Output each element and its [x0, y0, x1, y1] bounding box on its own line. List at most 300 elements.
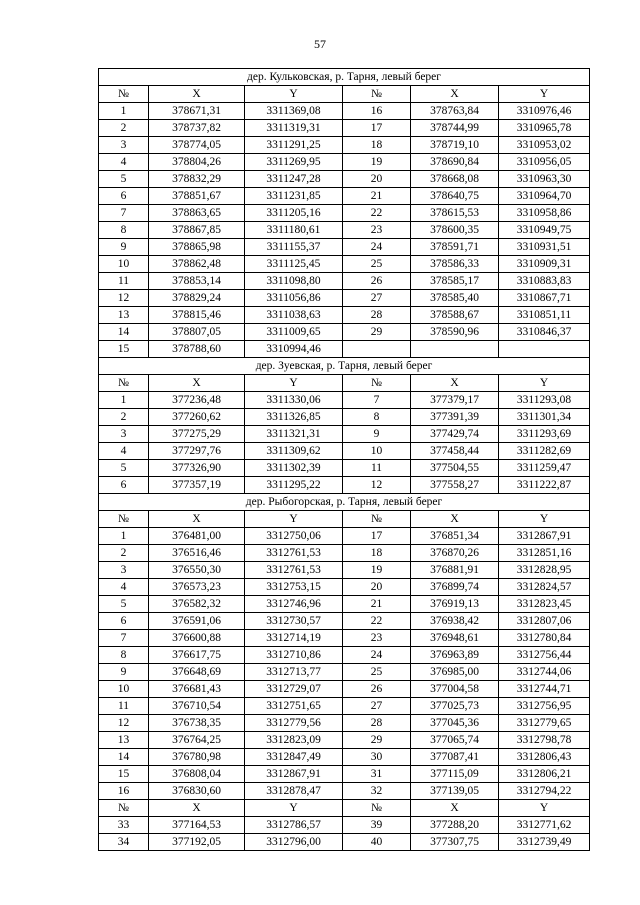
- point-number-cell: 14: [99, 749, 149, 766]
- y-coordinate-cell: 3311231,85: [245, 188, 343, 205]
- x-coordinate-cell: 377391,39: [411, 409, 499, 426]
- point-number-cell: 11: [343, 460, 411, 477]
- y-coordinate-cell: 3311056,86: [245, 290, 343, 307]
- point-number-cell: 22: [343, 613, 411, 630]
- point-number-cell: 12: [343, 477, 411, 494]
- x-coordinate-cell: 376481,00: [149, 528, 245, 545]
- x-coordinate-cell: 376938,42: [411, 613, 499, 630]
- y-coordinate-cell: 3311302,39: [245, 460, 343, 477]
- column-header-x: X: [149, 800, 245, 817]
- table-row: [99, 222, 590, 239]
- column-header-number: №: [343, 800, 411, 817]
- y-coordinate-cell: 3310851,11: [499, 307, 590, 324]
- table-row: [99, 715, 590, 732]
- column-header-number: №: [99, 86, 149, 103]
- point-number-cell: 23: [343, 222, 411, 239]
- x-coordinate-cell: 376985,00: [411, 664, 499, 681]
- x-coordinate-cell: 376764,25: [149, 732, 245, 749]
- x-coordinate-cell: 378671,31: [149, 103, 245, 120]
- x-coordinate-cell: 377275,29: [149, 426, 245, 443]
- table-row: [99, 664, 590, 681]
- y-coordinate-cell: 3311222,87: [499, 477, 590, 494]
- point-number-cell: 1: [99, 392, 149, 409]
- table-row: [99, 103, 590, 120]
- y-coordinate-cell: 3312730,57: [245, 613, 343, 630]
- point-number-cell: 16: [99, 783, 149, 800]
- point-number-cell: 17: [343, 120, 411, 137]
- table-row: [99, 307, 590, 324]
- point-number-cell: 6: [99, 613, 149, 630]
- point-number-cell: 26: [343, 273, 411, 290]
- x-coordinate-cell: [411, 341, 499, 358]
- y-coordinate-cell: 3311098,80: [245, 273, 343, 290]
- y-coordinate-cell: 3312867,91: [499, 528, 590, 545]
- point-number-cell: 5: [99, 460, 149, 477]
- table-row: [99, 137, 590, 154]
- y-coordinate-cell: 3311180,61: [245, 222, 343, 239]
- table-row: [99, 290, 590, 307]
- x-coordinate-cell: 377004,58: [411, 681, 499, 698]
- x-coordinate-cell: 378867,85: [149, 222, 245, 239]
- table-row: [99, 817, 590, 834]
- point-number-cell: 28: [343, 307, 411, 324]
- point-number-cell: 19: [343, 562, 411, 579]
- point-number-cell: 7: [99, 205, 149, 222]
- table-row: [99, 426, 590, 443]
- point-number-cell: 21: [343, 596, 411, 613]
- point-number-cell: 2: [99, 120, 149, 137]
- y-coordinate-cell: 3312867,91: [245, 766, 343, 783]
- y-coordinate-cell: 3312847,49: [245, 749, 343, 766]
- y-coordinate-cell: 3311125,45: [245, 256, 343, 273]
- point-number-cell: 19: [343, 154, 411, 171]
- point-number-cell: 33: [99, 817, 149, 834]
- point-number-cell: 23: [343, 630, 411, 647]
- point-number-cell: 17: [343, 528, 411, 545]
- x-coordinate-cell: 377115,09: [411, 766, 499, 783]
- point-number-cell: 10: [343, 443, 411, 460]
- point-number-cell: 8: [99, 222, 149, 239]
- column-header-x: X: [149, 375, 245, 392]
- point-number-cell: 15: [99, 341, 149, 358]
- y-coordinate-cell: 3312756,95: [499, 698, 590, 715]
- y-coordinate-cell: 3310963,30: [499, 171, 590, 188]
- y-coordinate-cell: 3310846,37: [499, 324, 590, 341]
- point-number-cell: 10: [99, 256, 149, 273]
- x-coordinate-cell: 378719,10: [411, 137, 499, 154]
- y-coordinate-cell: 3311038,63: [245, 307, 343, 324]
- x-coordinate-cell: 378804,26: [149, 154, 245, 171]
- x-coordinate-cell: 378737,82: [149, 120, 245, 137]
- column-header-x: X: [149, 86, 245, 103]
- column-header-y: Y: [245, 86, 343, 103]
- table-row: [99, 647, 590, 664]
- y-coordinate-cell: 3311247,28: [245, 171, 343, 188]
- column-header-y: Y: [499, 375, 590, 392]
- x-coordinate-cell: 377558,27: [411, 477, 499, 494]
- y-coordinate-cell: 3310965,78: [499, 120, 590, 137]
- y-coordinate-cell: 3311293,08: [499, 392, 590, 409]
- y-coordinate-cell: 3310931,51: [499, 239, 590, 256]
- table-row: [99, 171, 590, 188]
- table-row: [99, 783, 590, 800]
- y-coordinate-cell: 3310958,86: [499, 205, 590, 222]
- table-header-row: [99, 375, 590, 392]
- x-coordinate-cell: 378832,29: [149, 171, 245, 188]
- y-coordinate-cell: 3312796,00: [245, 834, 343, 851]
- column-header-number: №: [343, 511, 411, 528]
- point-number-cell: 12: [99, 715, 149, 732]
- y-coordinate-cell: 3312729,07: [245, 681, 343, 698]
- y-coordinate-cell: 3312806,21: [499, 766, 590, 783]
- x-coordinate-cell: 378585,17: [411, 273, 499, 290]
- y-coordinate-cell: 3311259,47: [499, 460, 590, 477]
- x-coordinate-cell: 378668,08: [411, 171, 499, 188]
- y-coordinate-cell: 3310883,83: [499, 273, 590, 290]
- x-coordinate-cell: 377139,05: [411, 783, 499, 800]
- y-coordinate-cell: 3312753,15: [245, 579, 343, 596]
- point-number-cell: 29: [343, 732, 411, 749]
- y-coordinate-cell: 3312750,06: [245, 528, 343, 545]
- x-coordinate-cell: 377288,20: [411, 817, 499, 834]
- table-row: [99, 698, 590, 715]
- y-coordinate-cell: 3312851,16: [499, 545, 590, 562]
- point-number-cell: 28: [343, 715, 411, 732]
- point-number-cell: 10: [99, 681, 149, 698]
- point-number-cell: 4: [99, 579, 149, 596]
- point-number-cell: 22: [343, 205, 411, 222]
- column-header-number: №: [99, 511, 149, 528]
- y-coordinate-cell: 3311301,34: [499, 409, 590, 426]
- x-coordinate-cell: 377045,36: [411, 715, 499, 732]
- y-coordinate-cell: 3310867,71: [499, 290, 590, 307]
- y-coordinate-cell: 3312823,45: [499, 596, 590, 613]
- x-coordinate-cell: 377307,75: [411, 834, 499, 851]
- y-coordinate-cell: 3311319,31: [245, 120, 343, 137]
- point-number-cell: 4: [99, 443, 149, 460]
- column-header-y: Y: [499, 511, 590, 528]
- x-coordinate-cell: 378788,60: [149, 341, 245, 358]
- y-coordinate-cell: 3312824,57: [499, 579, 590, 596]
- x-coordinate-cell: 378829,24: [149, 290, 245, 307]
- table-row: [99, 630, 590, 647]
- coordinates-table: [98, 68, 590, 851]
- table-row: [99, 766, 590, 783]
- point-number-cell: 11: [99, 698, 149, 715]
- x-coordinate-cell: 376963,89: [411, 647, 499, 664]
- point-number-cell: 27: [343, 290, 411, 307]
- y-coordinate-cell: 3310976,46: [499, 103, 590, 120]
- point-number-cell: 31: [343, 766, 411, 783]
- point-number-cell: 14: [99, 324, 149, 341]
- x-coordinate-cell: 376582,32: [149, 596, 245, 613]
- point-number-cell: 9: [99, 664, 149, 681]
- point-number-cell: 8: [343, 409, 411, 426]
- y-coordinate-cell: 3311205,16: [245, 205, 343, 222]
- point-number-cell: 15: [99, 766, 149, 783]
- point-number-cell: 3: [99, 562, 149, 579]
- x-coordinate-cell: 378862,48: [149, 256, 245, 273]
- column-header-number: №: [343, 375, 411, 392]
- table-row: [99, 256, 590, 273]
- point-number-cell: 20: [343, 579, 411, 596]
- x-coordinate-cell: 376919,13: [411, 596, 499, 613]
- point-number-cell: 25: [343, 256, 411, 273]
- point-number-cell: 20: [343, 171, 411, 188]
- y-coordinate-cell: 3311291,25: [245, 137, 343, 154]
- table-row: [99, 749, 590, 766]
- y-coordinate-cell: 3311330,06: [245, 392, 343, 409]
- table-row: [99, 613, 590, 630]
- point-number-cell: 5: [99, 171, 149, 188]
- y-coordinate-cell: 3310949,75: [499, 222, 590, 239]
- x-coordinate-cell: 377164,53: [149, 817, 245, 834]
- table-row: [99, 205, 590, 222]
- section-title-row: [99, 69, 590, 86]
- point-number-cell: 30: [343, 749, 411, 766]
- point-number-cell: 7: [99, 630, 149, 647]
- table-row: [99, 460, 590, 477]
- point-number-cell: 2: [99, 409, 149, 426]
- table-row: [99, 545, 590, 562]
- point-number-cell: 40: [343, 834, 411, 851]
- table-row: [99, 834, 590, 851]
- x-coordinate-cell: 378744,99: [411, 120, 499, 137]
- point-number-cell: 3: [99, 426, 149, 443]
- y-coordinate-cell: 3311155,37: [245, 239, 343, 256]
- y-coordinate-cell: 3312751,65: [245, 698, 343, 715]
- x-coordinate-cell: 377458,44: [411, 443, 499, 460]
- point-number-cell: 24: [343, 239, 411, 256]
- point-number-cell: 39: [343, 817, 411, 834]
- y-coordinate-cell: 3311293,69: [499, 426, 590, 443]
- x-coordinate-cell: 376648,69: [149, 664, 245, 681]
- section-title: дер. Зуевская, р. Тарня, левый берег: [99, 358, 590, 375]
- point-number-cell: 6: [99, 477, 149, 494]
- table-row: [99, 562, 590, 579]
- y-coordinate-cell: 3312739,49: [499, 834, 590, 851]
- point-number-cell: 7: [343, 392, 411, 409]
- y-coordinate-cell: 3311309,62: [245, 443, 343, 460]
- x-coordinate-cell: 376780,98: [149, 749, 245, 766]
- x-coordinate-cell: 378590,96: [411, 324, 499, 341]
- y-coordinate-cell: 3312744,06: [499, 664, 590, 681]
- y-coordinate-cell: 3310953,02: [499, 137, 590, 154]
- x-coordinate-cell: 376881,91: [411, 562, 499, 579]
- y-coordinate-cell: 3311295,22: [245, 477, 343, 494]
- y-coordinate-cell: 3310956,05: [499, 154, 590, 171]
- x-coordinate-cell: 378586,33: [411, 256, 499, 273]
- point-number-cell: 12: [99, 290, 149, 307]
- point-number-cell: 9: [343, 426, 411, 443]
- x-coordinate-cell: 378588,67: [411, 307, 499, 324]
- column-header-x: X: [411, 511, 499, 528]
- x-coordinate-cell: 377429,74: [411, 426, 499, 443]
- point-number-cell: 29: [343, 324, 411, 341]
- x-coordinate-cell: 377504,55: [411, 460, 499, 477]
- column-header-x: X: [411, 86, 499, 103]
- y-coordinate-cell: 3312794,22: [499, 783, 590, 800]
- column-header-number: №: [343, 86, 411, 103]
- y-coordinate-cell: 3312779,56: [245, 715, 343, 732]
- point-number-cell: 4: [99, 154, 149, 171]
- x-coordinate-cell: 378615,53: [411, 205, 499, 222]
- y-coordinate-cell: 3311321,31: [245, 426, 343, 443]
- y-coordinate-cell: 3312786,57: [245, 817, 343, 834]
- y-coordinate-cell: 3312878,47: [245, 783, 343, 800]
- y-coordinate-cell: 3312761,53: [245, 562, 343, 579]
- y-coordinate-cell: 3310909,31: [499, 256, 590, 273]
- x-coordinate-cell: 377236,48: [149, 392, 245, 409]
- point-number-cell: 25: [343, 664, 411, 681]
- point-number-cell: 27: [343, 698, 411, 715]
- x-coordinate-cell: 378591,71: [411, 239, 499, 256]
- x-coordinate-cell: 376573,23: [149, 579, 245, 596]
- x-coordinate-cell: 376870,26: [411, 545, 499, 562]
- point-number-cell: [343, 341, 411, 358]
- y-coordinate-cell: 3311009,65: [245, 324, 343, 341]
- y-coordinate-cell: 3312756,44: [499, 647, 590, 664]
- table-row: [99, 273, 590, 290]
- column-header-x: X: [411, 800, 499, 817]
- x-coordinate-cell: 377065,74: [411, 732, 499, 749]
- column-header-x: X: [411, 375, 499, 392]
- table-row: [99, 443, 590, 460]
- point-number-cell: 13: [99, 307, 149, 324]
- point-number-cell: 3: [99, 137, 149, 154]
- y-coordinate-cell: 3312806,43: [499, 749, 590, 766]
- y-coordinate-cell: 3312779,65: [499, 715, 590, 732]
- table-header-row: [99, 86, 590, 103]
- x-coordinate-cell: 376710,54: [149, 698, 245, 715]
- point-number-cell: 2: [99, 545, 149, 562]
- section-title-row: [99, 358, 590, 375]
- x-coordinate-cell: 377379,17: [411, 392, 499, 409]
- table-row: [99, 579, 590, 596]
- point-number-cell: 18: [343, 545, 411, 562]
- y-coordinate-cell: 3312761,53: [245, 545, 343, 562]
- y-coordinate-cell: 3312746,96: [245, 596, 343, 613]
- x-coordinate-cell: 378640,75: [411, 188, 499, 205]
- table-row: [99, 596, 590, 613]
- x-coordinate-cell: 376851,34: [411, 528, 499, 545]
- y-coordinate-cell: 3312798,78: [499, 732, 590, 749]
- point-number-cell: 5: [99, 596, 149, 613]
- x-coordinate-cell: 376899,74: [411, 579, 499, 596]
- y-coordinate-cell: 3311269,95: [245, 154, 343, 171]
- y-coordinate-cell: 3312710,86: [245, 647, 343, 664]
- x-coordinate-cell: 376600,88: [149, 630, 245, 647]
- x-coordinate-cell: 378807,05: [149, 324, 245, 341]
- table-row: [99, 477, 590, 494]
- y-coordinate-cell: 3311326,85: [245, 409, 343, 426]
- table-row: [99, 154, 590, 171]
- x-coordinate-cell: 377192,05: [149, 834, 245, 851]
- column-header-number: №: [99, 800, 149, 817]
- point-number-cell: 1: [99, 103, 149, 120]
- x-coordinate-cell: 376591,06: [149, 613, 245, 630]
- y-coordinate-cell: 3312771,62: [499, 817, 590, 834]
- y-coordinate-cell: 3312807,06: [499, 613, 590, 630]
- y-coordinate-cell: 3312744,71: [499, 681, 590, 698]
- x-coordinate-cell: 378815,46: [149, 307, 245, 324]
- column-header-y: Y: [499, 800, 590, 817]
- point-number-cell: 18: [343, 137, 411, 154]
- x-coordinate-cell: 376516,46: [149, 545, 245, 562]
- table-row: [99, 239, 590, 256]
- coordinates-table-body: [99, 69, 590, 851]
- table-row: [99, 188, 590, 205]
- point-number-cell: 11: [99, 273, 149, 290]
- column-header-y: Y: [245, 375, 343, 392]
- x-coordinate-cell: 378585,40: [411, 290, 499, 307]
- point-number-cell: 6: [99, 188, 149, 205]
- x-coordinate-cell: 376808,04: [149, 766, 245, 783]
- x-coordinate-cell: 378763,84: [411, 103, 499, 120]
- x-coordinate-cell: 376617,75: [149, 647, 245, 664]
- y-coordinate-cell: 3310994,46: [245, 341, 343, 358]
- y-coordinate-cell: 3312823,09: [245, 732, 343, 749]
- x-coordinate-cell: 376738,35: [149, 715, 245, 732]
- point-number-cell: 34: [99, 834, 149, 851]
- y-coordinate-cell: 3311282,69: [499, 443, 590, 460]
- y-coordinate-cell: 3312828,95: [499, 562, 590, 579]
- column-header-y: Y: [245, 511, 343, 528]
- table-row: [99, 324, 590, 341]
- x-coordinate-cell: 378863,65: [149, 205, 245, 222]
- point-number-cell: 24: [343, 647, 411, 664]
- section-title: дер. Кульковская, р. Тарня, левый берег: [99, 69, 590, 86]
- table-row: [99, 392, 590, 409]
- y-coordinate-cell: 3312780,84: [499, 630, 590, 647]
- column-header-y: Y: [245, 800, 343, 817]
- point-number-cell: 32: [343, 783, 411, 800]
- table-row: [99, 341, 590, 358]
- y-coordinate-cell: 3312713,77: [245, 664, 343, 681]
- table-row: [99, 120, 590, 137]
- x-coordinate-cell: 377087,41: [411, 749, 499, 766]
- section-title: дер. Рыбогорская, р. Тарня, левый берег: [99, 494, 590, 511]
- y-coordinate-cell: 3312714,19: [245, 630, 343, 647]
- table-row: [99, 528, 590, 545]
- point-number-cell: 9: [99, 239, 149, 256]
- point-number-cell: 26: [343, 681, 411, 698]
- table-row: [99, 681, 590, 698]
- x-coordinate-cell: 378865,98: [149, 239, 245, 256]
- x-coordinate-cell: 378690,84: [411, 154, 499, 171]
- table-row: [99, 409, 590, 426]
- x-coordinate-cell: 377025,73: [411, 698, 499, 715]
- x-coordinate-cell: 376830,60: [149, 783, 245, 800]
- point-number-cell: 21: [343, 188, 411, 205]
- x-coordinate-cell: 378600,35: [411, 222, 499, 239]
- table-header-row: [99, 511, 590, 528]
- column-header-number: №: [99, 375, 149, 392]
- x-coordinate-cell: 377260,62: [149, 409, 245, 426]
- point-number-cell: 1: [99, 528, 149, 545]
- table-row: [99, 732, 590, 749]
- x-coordinate-cell: 376550,30: [149, 562, 245, 579]
- point-number-cell: 16: [343, 103, 411, 120]
- section-title-row: [99, 494, 590, 511]
- column-header-y: Y: [499, 86, 590, 103]
- x-coordinate-cell: 378853,14: [149, 273, 245, 290]
- x-coordinate-cell: 377357,19: [149, 477, 245, 494]
- table-header-row: [99, 800, 590, 817]
- x-coordinate-cell: 378851,67: [149, 188, 245, 205]
- x-coordinate-cell: 377297,76: [149, 443, 245, 460]
- x-coordinate-cell: 376948,61: [411, 630, 499, 647]
